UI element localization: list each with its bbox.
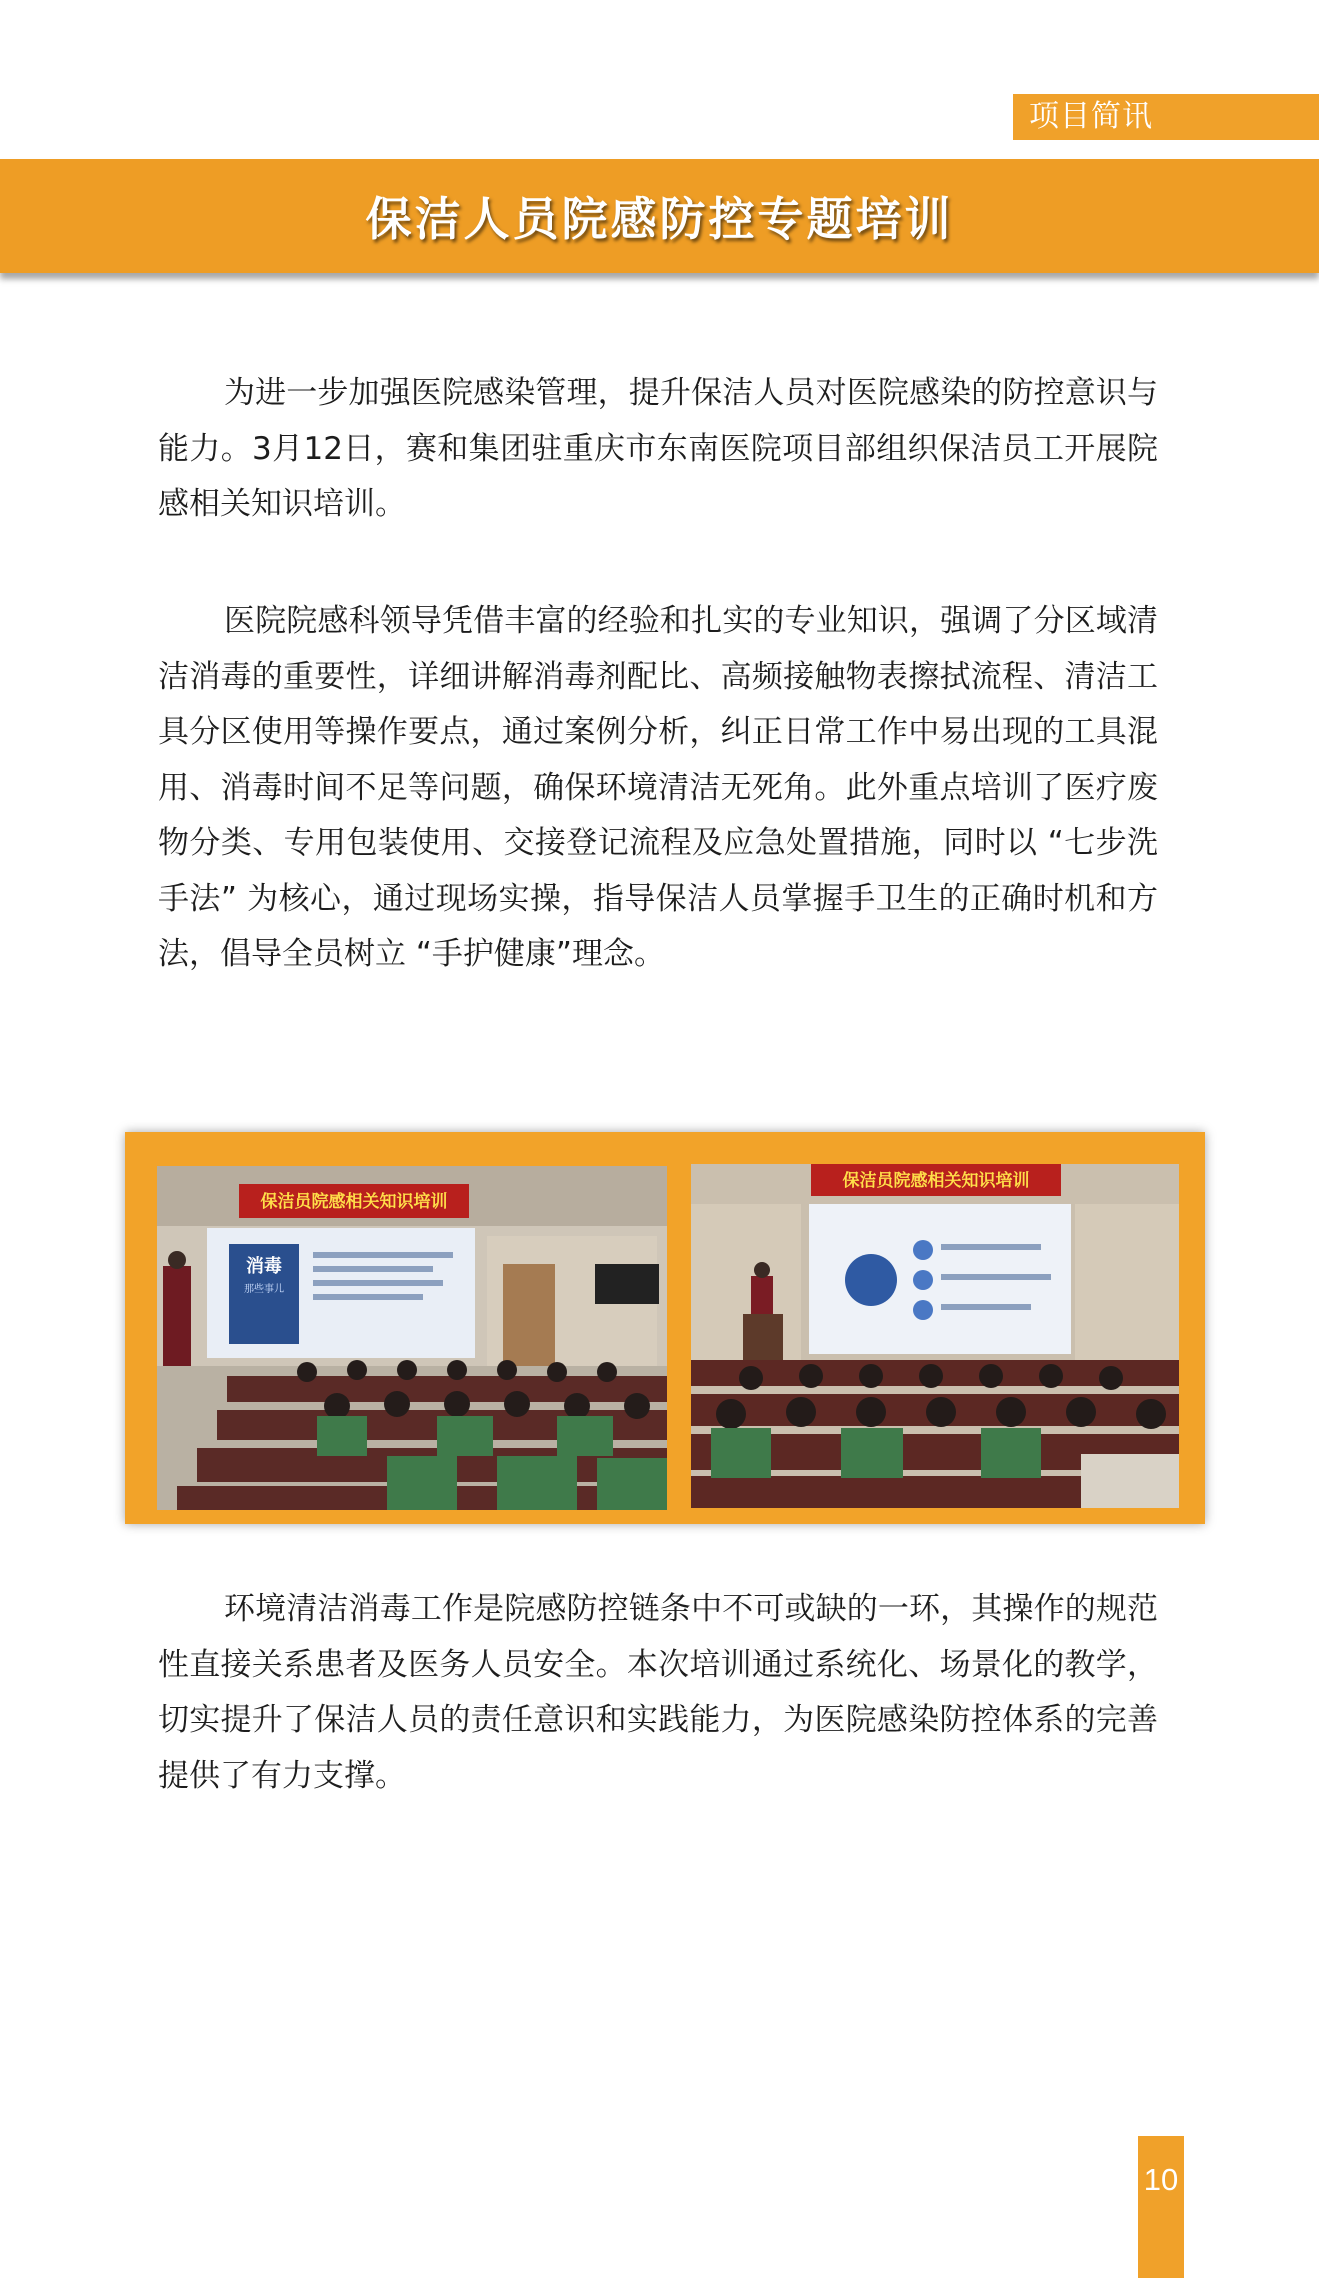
training-photo-2 [691, 1164, 1179, 1508]
page-title: 保洁人员院感防控专题培训 [365, 192, 954, 246]
article-paragraph-2: 医院院感科领导凭借丰富的经验和扎实的专业知识，强调了分区域清洁消毒的重要性，详细讲解消毒剂配比、高频接触物表擦拭流程、清洁工具分区使用等操作要点，通过案例分析，纠正日常工作中易出现的工具混用、消毒时间不足等问题，确保环境清洁无死角。此外重点培训了医疗废物分类、专用包装使用、交接登记流程及应急处置措施，同时以 “七步洗手法” 为核心，通过现场实操，指导保洁人员掌握手卫生的正确时机和方法，倡导全员树立 “手护健康”理念。 [158, 603, 1158, 972]
article-paragraph-1: 为进一步加强医院感染管理，提升保洁人员对医院感染的防控意识与能力。3月12日，赛和集团驻重庆市东南医院项目部组织保洁员工开展院感相关知识培训。 [158, 375, 1158, 522]
title-banner [0, 159, 1319, 273]
photo-1-banner-text: 保洁员院感相关知识培训 [260, 1192, 448, 1212]
slide-1-subtitle: 那些事儿 [244, 1284, 284, 1295]
photo-2-banner-text: 保洁员院感相关知识培训 [842, 1171, 1030, 1191]
photo-frame [125, 1132, 1205, 1524]
section-tag: 项目简讯 [1013, 94, 1319, 140]
training-photo-1 [157, 1166, 667, 1510]
slide-1-title: 消毒 [246, 1256, 282, 1277]
page-number: 10 [1138, 2136, 1184, 2278]
article-paragraph-3: 环境清洁消毒工作是院感防控链条中不可或缺的一环，其操作的规范性直接关系患者及医务人员安全。本次培训通过系统化、场景化的教学，切实提升了保洁人员的责任意识和实践能力，为医院感染防控体系的完善提供了有力支撑。 [158, 1591, 1158, 1794]
